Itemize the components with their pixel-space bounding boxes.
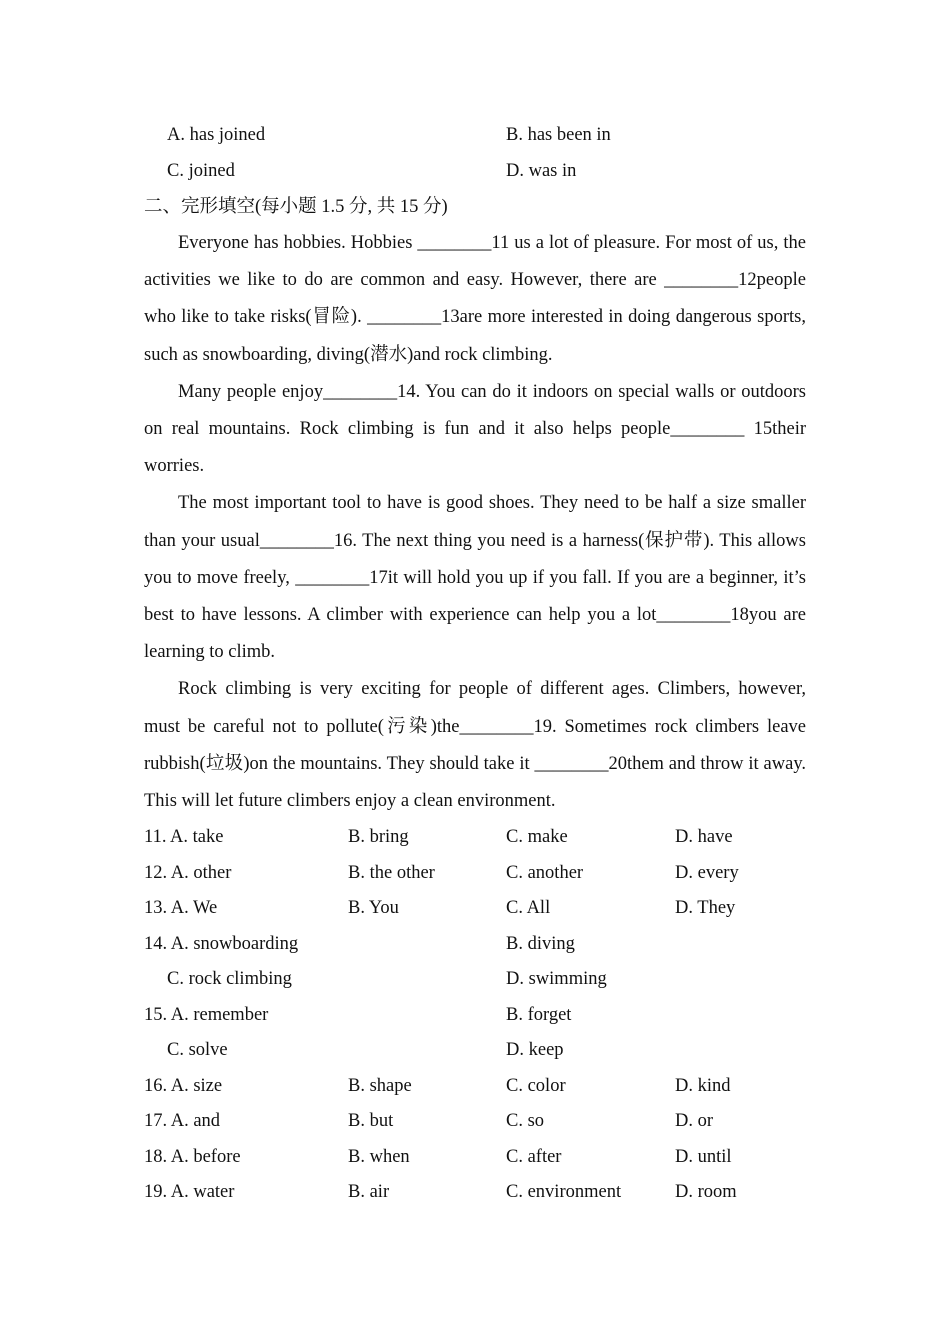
option-d: D. have <box>675 827 733 848</box>
option-b: B. the other <box>348 862 435 883</box>
option-a: 12. A. other <box>144 862 232 883</box>
option-c: C. make <box>506 827 568 848</box>
option-a: 14. A. snowboarding <box>144 933 299 954</box>
option-c: C. environment <box>506 1182 622 1203</box>
option-b: B. air <box>348 1182 390 1203</box>
option-b: B. forget <box>506 1004 572 1025</box>
option-d: D. or <box>675 1111 714 1132</box>
prev-options-row-1 <box>144 118 806 154</box>
passage-paragraph-1: Everyone has hobbies. Hobbies ________11 us a lot of pleasure. For most of us, the activities we like to do are common and easy. However, there are ________12people who like to take risks(冒险). ________13are more interested in doing dangerous sports, such as snowboarding, diving(潜水)and rock climbing. <box>144 233 806 365</box>
option-d: D. They <box>675 898 736 919</box>
option-d: D. room <box>675 1182 737 1203</box>
option-b: B. diving <box>506 933 575 954</box>
question-row <box>144 1069 806 1105</box>
option-c: C. rock climbing <box>167 969 292 990</box>
passage-paragraph-3: The most important tool to have is good shoes. They need to be half a size smaller than your usual________16. The next thing you need is a harness(保护带). This allows you to move freely, ________17it will hold you up if you fall. If you are a beginner, it’s best to have lessons. A climber with experience can help you a lot________18you are learning to climb. <box>144 493 806 663</box>
option-b: B. bring <box>348 827 409 848</box>
option-d: D. every <box>675 862 739 883</box>
option-c: C. All <box>506 898 551 919</box>
option-d: D. swimming <box>506 969 607 990</box>
option-a: 17. A. and <box>144 1111 221 1132</box>
prev-options-row-2 <box>144 154 806 190</box>
passage-paragraph-4: Rock climbing is very exciting for people of different ages. Climbers, however, must be careful not to pollute(污染)the________19. Sometimes rock climbers leave rubbish(垃圾)on the mountains. They should take it ________20them and throw it away. This will let future climbers enjoy a clean environment. <box>144 679 806 812</box>
question-row <box>144 1104 806 1140</box>
question-row <box>144 1140 806 1176</box>
question-row <box>144 998 806 1034</box>
option-c: C. another <box>506 862 584 883</box>
option-c: C. after <box>506 1146 562 1167</box>
option-b: B. but <box>348 1111 394 1132</box>
option-d: D. keep <box>506 1040 564 1061</box>
option-a: 16. A. size <box>144 1075 223 1096</box>
option-d: D. until <box>675 1146 732 1167</box>
option-a: 19. A. water <box>144 1182 235 1203</box>
option-b: B. has been in <box>506 125 611 145</box>
option-b: B. shape <box>348 1075 412 1096</box>
option-a: 13. A. We <box>144 898 218 919</box>
option-c: C. joined <box>167 160 235 181</box>
exam-page <box>144 118 806 1211</box>
option-a: 18. A. before <box>144 1146 241 1167</box>
option-a: 15. A. remember <box>144 1004 269 1025</box>
question-row <box>144 927 806 963</box>
option-c: C. solve <box>167 1040 228 1061</box>
option-d: D. kind <box>675 1075 731 1096</box>
passage-paragraph-2: Many people enjoy________14. You can do it indoors on special walls or outdoors on real mountains. Rock climbing is fun and it also helps people________ 15their worries. <box>144 381 806 477</box>
question-row <box>144 891 806 927</box>
question-row <box>144 820 806 856</box>
option-b: B. You <box>348 898 399 919</box>
option-c: C. so <box>506 1111 545 1132</box>
question-row <box>144 1175 806 1211</box>
question-row-continued <box>144 962 806 998</box>
option-c: C. color <box>506 1075 566 1096</box>
option-d: D. was in <box>506 160 577 181</box>
question-row <box>144 856 806 892</box>
option-a: 11. A. take <box>144 827 224 848</box>
option-a: A. has joined <box>167 125 266 145</box>
option-b: B. when <box>348 1146 410 1167</box>
question-row-continued <box>144 1033 806 1069</box>
section-title: 二、完形填空(每小题 1.5 分, 共 15 分) <box>144 197 448 217</box>
